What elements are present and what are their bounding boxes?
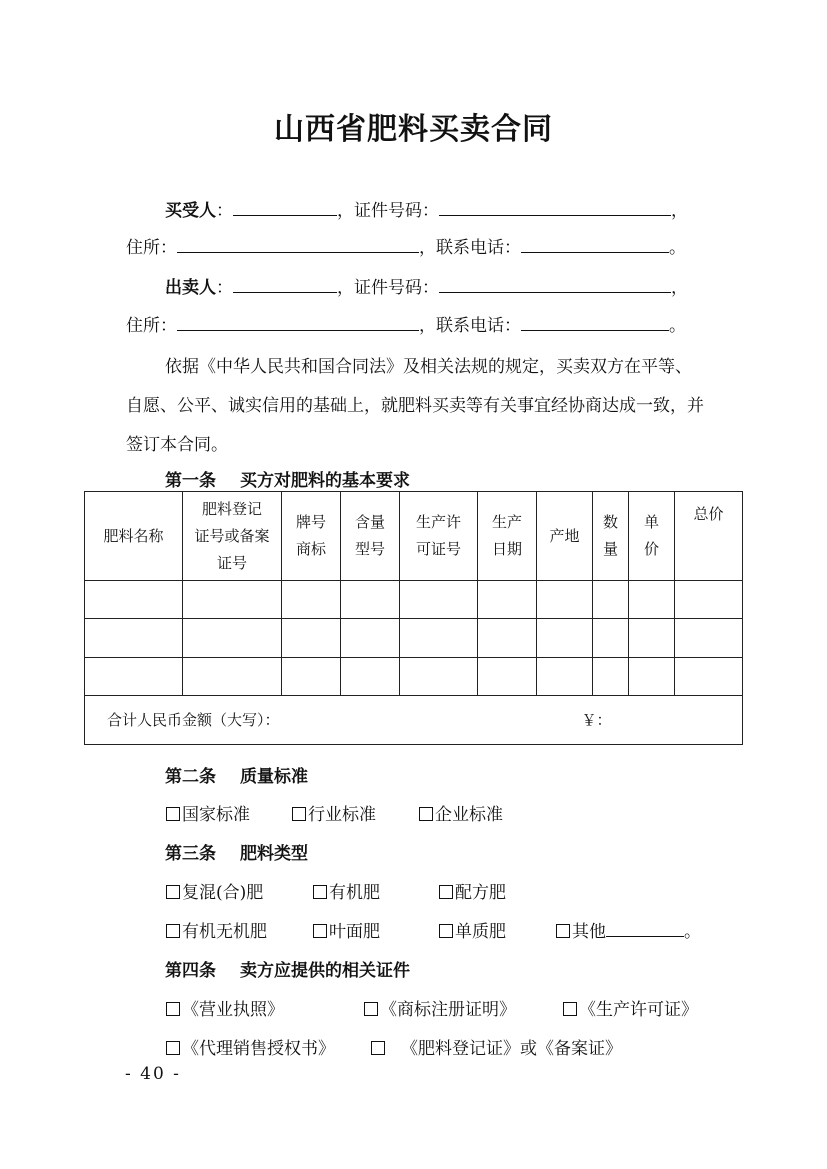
option-enterprise-standard[interactable]: 企业标准	[419, 800, 503, 825]
option-other[interactable]: 其他 。	[556, 917, 701, 942]
option-foliar-fertilizer[interactable]: 叶面肥	[313, 917, 380, 942]
buyer-id-blank[interactable]	[439, 201, 671, 216]
yuan-label: ￥：	[581, 710, 612, 729]
checkbox-icon[interactable]	[419, 807, 433, 821]
table-total-row	[85, 696, 743, 745]
option-organic-inorganic[interactable]: 有机无机肥	[166, 917, 267, 942]
option-national-standard[interactable]: 国家标准	[166, 800, 250, 825]
table-header-row	[85, 492, 743, 581]
header-unit-price: 单 价	[629, 492, 675, 581]
option-single-fertilizer[interactable]: 单质肥	[439, 917, 506, 942]
header-fertilizer-name: 肥料名称	[85, 492, 183, 581]
header-license-no: 生产许 可证号	[400, 492, 478, 581]
checkbox-icon[interactable]	[166, 1002, 180, 1016]
buyer-address-line: 住所： ，联系电话： 。	[126, 238, 686, 258]
buyer-address-label: 住所：	[126, 238, 177, 258]
checkbox-icon[interactable]	[292, 807, 306, 821]
checkbox-icon[interactable]	[364, 1002, 378, 1016]
article2-heading: 第二条 质量标准	[165, 767, 308, 787]
seller-label: 出卖人	[165, 278, 216, 298]
header-production-date: 生产 日期	[478, 492, 537, 581]
checkbox-icon[interactable]	[166, 924, 180, 938]
preamble-paragraph: 依据《中华人民共和国合同法》及相关法规的规定，买卖双方在平等、自愿、公平、诚实信用的基础上，就肥料买卖等有关事宜经协商达成一致，并签订本合同。	[126, 357, 704, 455]
table-row	[85, 658, 743, 696]
checkbox-icon[interactable]	[371, 1041, 385, 1055]
option-sales-authorization[interactable]: 《代理销售授权书》	[166, 1034, 335, 1059]
option-production-license[interactable]: 《生产许可证》	[563, 995, 698, 1020]
option-formula-fertilizer[interactable]: 配方肥	[439, 878, 506, 903]
option-compound-fertilizer[interactable]: 复混(合)肥	[166, 878, 263, 903]
checkbox-icon[interactable]	[439, 924, 453, 938]
header-brand: 牌号 商标	[282, 492, 341, 581]
total-amount-label: 合计人民币金额（大写）：	[107, 710, 280, 729]
seller-id-blank[interactable]	[439, 278, 671, 293]
option-registration-certificate[interactable]: 《肥料登记证》或《备案证》	[371, 1034, 622, 1059]
article4-heading: 第四条 卖方应提供的相关证件	[165, 961, 410, 981]
header-quantity: 数 量	[593, 492, 629, 581]
option-trademark-certificate[interactable]: 《商标注册证明》	[364, 995, 516, 1020]
checkbox-icon[interactable]	[166, 885, 180, 899]
header-content-model: 含量 型号	[341, 492, 400, 581]
option-business-license[interactable]: 《营业执照》	[166, 995, 284, 1020]
buyer-id-label: ，证件号码：	[337, 201, 439, 221]
buyer-label: 买受人	[165, 201, 216, 221]
seller-phone-blank[interactable]	[521, 316, 669, 331]
other-blank[interactable]	[606, 922, 684, 937]
seller-name-blank[interactable]	[233, 278, 337, 293]
header-total-price: 总价	[675, 492, 743, 581]
buyer-address-blank[interactable]	[177, 238, 419, 253]
article1-heading: 第一条 买方对肥料的基本要求	[165, 471, 410, 491]
table-row	[85, 581, 743, 619]
buyer-line: 买受人： ，证件号码： ，	[165, 201, 688, 221]
checkbox-icon[interactable]	[556, 924, 570, 938]
seller-address-blank[interactable]	[177, 316, 419, 331]
checkbox-icon[interactable]	[439, 885, 453, 899]
option-organic-fertilizer[interactable]: 有机肥	[313, 878, 380, 903]
buyer-phone-label: ，联系电话：	[419, 238, 521, 258]
seller-address-label: 住所：	[126, 316, 177, 336]
seller-address-line: 住所： ，联系电话： 。	[126, 316, 686, 336]
option-industry-standard[interactable]: 行业标准	[292, 800, 376, 825]
checkbox-icon[interactable]	[166, 807, 180, 821]
article3-heading: 第三条 肥料类型	[165, 844, 308, 864]
header-origin: 产地	[537, 492, 593, 581]
checkbox-icon[interactable]	[166, 1041, 180, 1055]
checkbox-icon[interactable]	[313, 924, 327, 938]
buyer-phone-blank[interactable]	[521, 238, 669, 253]
seller-id-label: ，证件号码：	[337, 278, 439, 298]
total-amount-cell[interactable]	[85, 696, 743, 745]
checkbox-icon[interactable]	[313, 885, 327, 899]
checkbox-icon[interactable]	[563, 1002, 577, 1016]
table-row	[85, 619, 743, 658]
seller-phone-label: ，联系电话：	[419, 316, 521, 336]
header-registration-no: 肥料登记 证号或备案 证号	[183, 492, 282, 581]
buyer-name-blank[interactable]	[233, 201, 337, 216]
page-number: - 40 -	[125, 1064, 181, 1084]
page-title: 山西省肥料买卖合同	[274, 112, 553, 147]
fertilizer-table	[84, 491, 743, 745]
seller-line: 出卖人： ，证件号码： ，	[165, 278, 688, 298]
